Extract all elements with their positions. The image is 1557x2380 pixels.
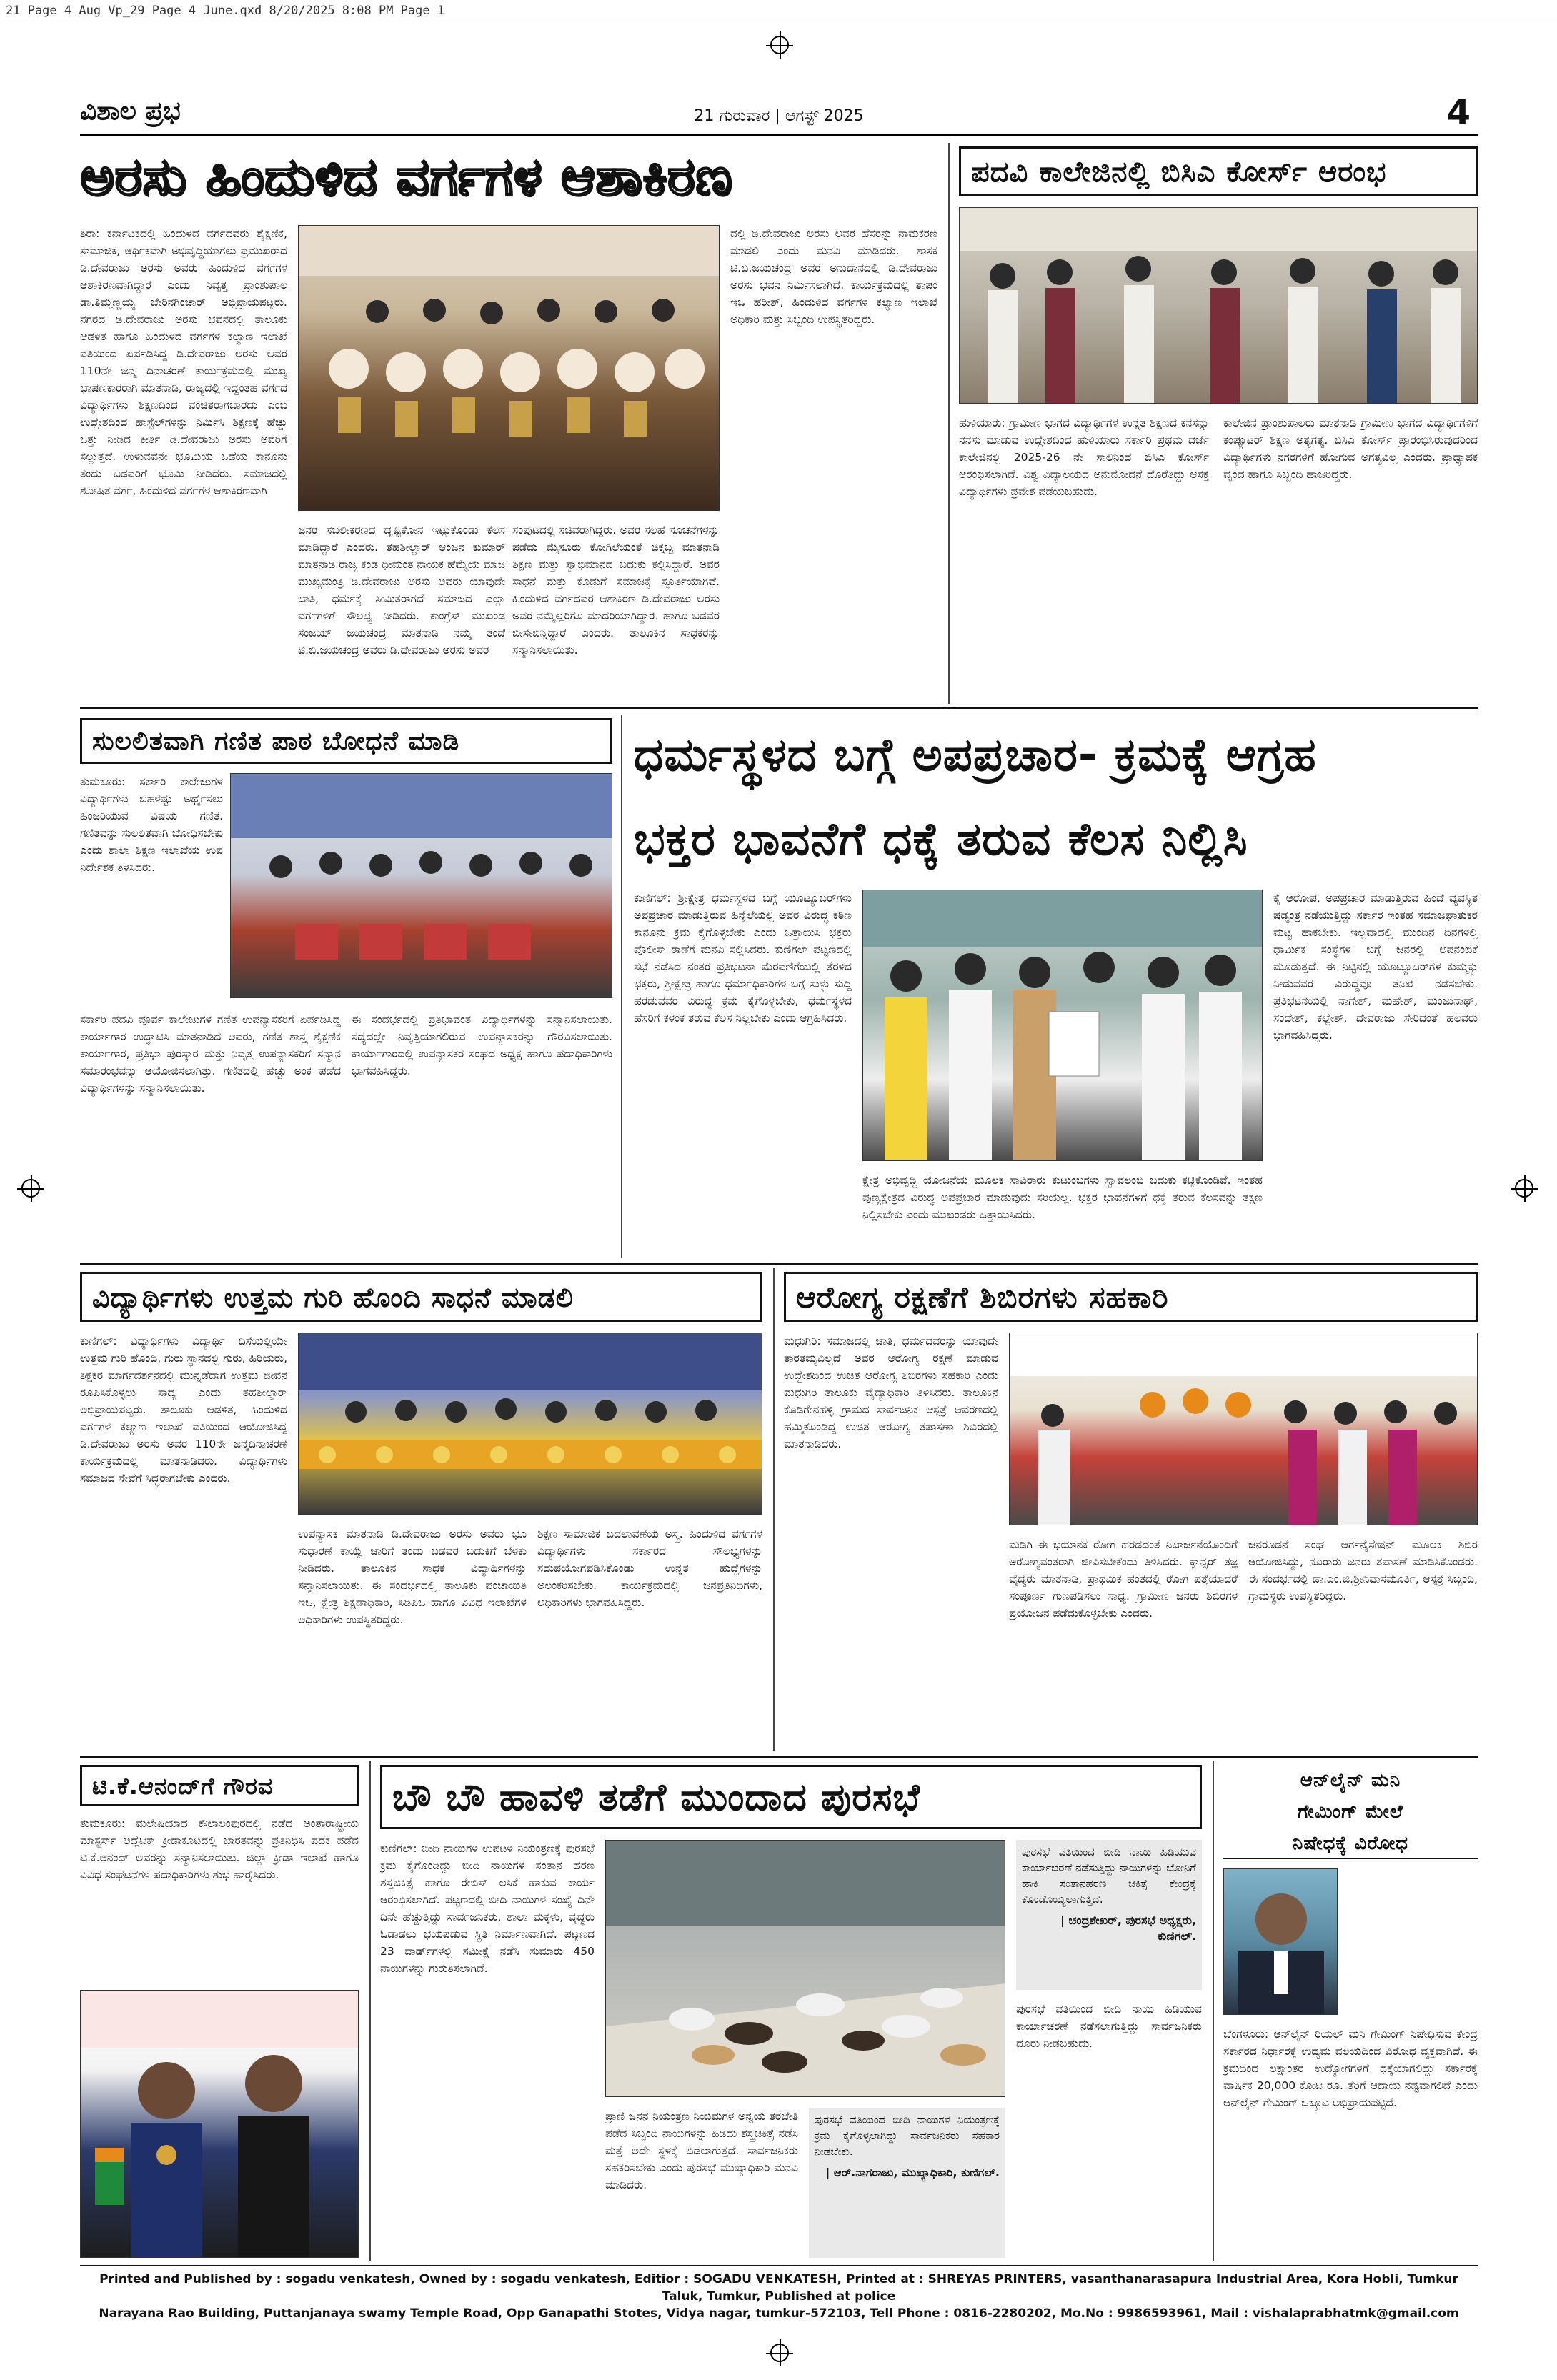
story2-col2: ಕಾಲೇಜಿನ ಪ್ರಾಂಶುಪಾಲರು ಮಾತನಾಡಿ ಗ್ರಾಮೀಣ ಭಾಗದ ವಿದ್ಯಾರ್ಥಿಗಳಿಗೆ ಕಂಪ್ಯೂಟರ್ ಶಿಕ್ಷಣ ಅತ್ಯಗತ್ಯ. ಬಿಸಿಎ ಕೋರ್ಸ್ ಪ್ರಾರಂಭಿಸಿರುವುದರಿಂದ ವಿದ್ಯಾರ್ಥಿಗಳು ನಗರಗಳಿಗೆ ಹೋಗುವ ಅಗತ್ಯವಿಲ್ಲ ಎಂದರು. ಪ್ರಾಧ್ಯಾಪಕ ವೃಂದ ಹಾಗೂ ಸಿಬ್ಬಂದಿ ಹಾಜರಿದ್ದರು. bbox=[1223, 417, 1478, 481]
story6-headline: ಆರೋಗ್ಯ ರಕ್ಷಣೆಗೆ ಶಿಬಿರಗಳು ಸಹಕಾರಿ bbox=[784, 1272, 1478, 1322]
story6-col1: ಮಧುಗಿರಿ: ಸಮಾಜದಲ್ಲಿ ಜಾತಿ, ಧರ್ಮದವರನ್ನು ಯಾವುದೇ ತಾರತಮ್ಯವಿಲ್ಲದೆ ಅವರ ಆರೋಗ್ಯ ರಕ್ಷಣೆ ಮಾಡುವ ಉದ್ದೇಶದಿಂದ ಉಚಿತ ಆರೋಗ್ಯ ಶಿಬಿರಗಳು ಸಹಕಾರಿ ಎಂದು ಮಧುಗಿರಿ ತಾಲೂಕು ವೈದ್ಯಾಧಿಕಾರಿ ತಿಳಿಸಿದರು. ತಾಲೂಕಿನ ಕೊಡಿಗೇನಹಳ್ಳಿ ಗ್ರಾಮದ ಸಾರ್ವಜನಿಕ ಆಸ್ಪತ್ರೆ ಆವರಣದಲ್ಲಿ ಹಮ್ಮಿಕೊಂಡಿದ್ದ ಉಚಿತ ಆರೋಗ್ಯ ತಪಾಸಣಾ ಶಿಬಿರದಲ್ಲಿ ಮಾತನಾಡಿದರು. bbox=[784, 1335, 998, 1450]
story4-headline-2: ಭಕ್ತರ ಭಾವನೆಗೆ ಧಕ್ಕೆ ತರುವ ಕೆಲಸ ನಿಲ್ಲಿಸಿ bbox=[634, 813, 1248, 866]
page-number: 4 bbox=[1446, 93, 1471, 133]
story8-quote-2-text: ಪುರಸಭೆ ವತಿಯಿಂದ ಬೀದಿ ನಾಯಿಗಳ ನಿಯಂತ್ರಣಕ್ಕೆ ಕ್ರಮ ಕೈಗೊಳ್ಳಲಾಗಿದ್ದು ಸಾರ್ವಜನಿಕರು ಸಹಕಾರ ನೀಡಬೇಕು. bbox=[815, 2113, 1000, 2158]
registration-mark-icon bbox=[1515, 1179, 1533, 1198]
story1-col2: ಜನರ ಸಬಲೀಕರಣದ ದೃಷ್ಟಿಕೋನ ಇಟ್ಟುಕೊಂಡು ಕೆಲಸ ಮಾಡಿದ್ದಾರೆ ಎಂದರು. ತಹಶೀಲ್ದಾರ್ ಆಂಜನ ಕುಮಾರ್ ಮಾತನಾಡಿ ರಾಜ್ಯ ಕಂಡ ಧೀಮಂತ ನಾಯಕ ಹೆಮ್ಮೆಯ ಮಾಜಿ ಮುಖ್ಯಮಂತ್ರಿ ಡಿ.ದೇವರಾಜು ಅರಸು ಅವರು ಯಾವುದೇ ಜಾತಿ, ಧರ್ಮಕ್ಕೆ ಸೀಮಿತರಾಗದೆ ಸಮಾಜದ ಎಲ್ಲಾ ವರ್ಗಗಳಿಗೆ ಸೌಲಭ್ಯ ನೀಡಿದರು. ಕಾಂಗ್ರೆಸ್ ಮುಖಂಡ ಸಂಜಯ್ ಜಯಚಂದ್ರ ಮಾತನಾಡಿ ನಮ್ಮ ತಂದೆ ಟಿ.ಬಿ.ಜಯಚಂದ್ರ ಅವರು ಡಿ.ದೇವರಾಜು ಅರಸು ಅವರ bbox=[298, 524, 505, 657]
imprint-line-2: Narayana Rao Building, Puttanjanaya swamy Temple Road, Opp Ganapathi Stotes, Vidya nagar, tumkur-572103, Tell Phone : 0816-2280202, Mo.No : 9986593961, Mail : vishalaprabhatmk@gmail.com bbox=[99, 2306, 1459, 2321]
section-divider bbox=[80, 1263, 1478, 1265]
column-divider bbox=[1213, 1761, 1214, 2261]
story5-col1: ಕುಣಿಗಲ್: ವಿದ್ಯಾರ್ಥಿಗಳು ವಿದ್ಯಾರ್ಥಿ ದಿಸೆಯಲ್ಲಿಯೇ ಉತ್ತಮ ಗುರಿ ಹೊಂದಿ, ಗುರು ಸ್ಥಾನದಲ್ಲಿ ಗುರು, ಹಿರಿಯರು, ಶಿಕ್ಷಕರ ಮಾರ್ಗದರ್ಶನದಲ್ಲಿ ಮುನ್ನಡೆದಾಗ ಉತ್ತಮ ಜೀವನ ರೂಪಿಸಿಕೊಳ್ಳಲು ಸಾಧ್ಯ ಎಂದು ತಹಶೀಲ್ದಾರ್ ಅಭಿಪ್ರಾಯಪಟ್ಟರು. ತಾಲೂಕು ಆಡಳಿತ, ಹಿಂದುಳಿದ ವರ್ಗಗಳ ಕಲ್ಯಾಣ ಇಲಾಖೆ ವತಿಯಿಂದ ಆಯೋಜಿಸಿದ್ದ ಡಿ.ದೇವರಾಜು ಅರಸು ಅವರ 110ನೇ ಜನ್ಮದಿನಾಚರಣೆ ಕಾರ್ಯಕ್ರಮದಲ್ಲಿ ಮಾತನಾಡಿದರು. ವಿದ್ಯಾರ್ಥಿಗಳು ಸಮಾಜದ ಸೇವೆಗೆ ಸಿದ್ಧರಾಗಬೇಕು ಎಂದರು. bbox=[80, 1335, 287, 1485]
story7-body: ತುಮಕೂರು: ಮಲೇಷಿಯಾದ ಕೌಲಾಲಂಪುರದಲ್ಲಿ ನಡೆದ ಅಂತಾರಾಷ್ಟ್ರೀಯ ಮಾಸ್ಟರ್ಸ್ ಅಥ್ಲೆಟಿಕ್ ಕ್ರೀಡಾಕೂಟದಲ್ಲಿ ಭಾರತವನ್ನು ಪ್ರತಿನಿಧಿಸಿ ಪದಕ ಪಡೆದ ಟಿ.ಕೆ.ಆನಂದ್ ಅವರನ್ನು ಸನ್ಮಾನಿಸಲಾಯಿತು. ಜಿಲ್ಲಾ ಕ್ರೀಡಾ ಇಲಾಖೆ ಹಾಗೂ ವಿವಿಧ ಸಂಘಟನೆಗಳ ಪದಾಧಿಕಾರಿಗಳು ಶುಭ ಹಾರೈಸಿದರು. bbox=[80, 1817, 359, 1881]
story7-photo bbox=[80, 1990, 359, 2258]
story8-quote-1 bbox=[1016, 1840, 1202, 1990]
story6-photo bbox=[1009, 1333, 1478, 1525]
print-slug: 21 Page 4 Aug Vp_29 Page 4 June.qxd 8/20/2025 8:08 PM Page 1 bbox=[0, 0, 1557, 21]
story4-col1: ಕುಣಿಗಲ್: ಶ್ರೀಕ್ಷೇತ್ರ ಧರ್ಮಸ್ಥಳದ ಬಗ್ಗೆ ಯೂಟ್ಯೂಬರ್‌ಗಳು ಅಪಪ್ರಚಾರ ಮಾಡುತ್ತಿರುವ ಹಿನ್ನೆಲೆಯಲ್ಲಿ ಅವರ ವಿರುದ್ಧ ಕಠಿಣ ಕಾನೂನು ಕ್ರಮ ಕೈಗೊಳ್ಳಬೇಕು ಎಂದು ಒತ್ತಾಯಿಸಿ ಭಕ್ತರು ಪೊಲೀಸ್ ಠಾಣೆಗೆ ಮನವಿ ಸಲ್ಲಿಸಿದರು. ಕುಣಿಗಲ್ ಪಟ್ಟಣದಲ್ಲಿ ಸಭೆ ನಡೆಸಿದ ನಂತರ ಪ್ರತಿಭಟನಾ ಮೆರವಣಿಗೆಯಲ್ಲಿ ತೆರಳಿದ ಭಕ್ತರು, ಶ್ರೀಕ್ಷೇತ್ರ ಹಾಗೂ ಧರ್ಮಾಧಿಕಾರಿಗಳ ಬಗ್ಗೆ ಸುಳ್ಳು ಸುದ್ದಿ ಹರಡುವವರ ವಿರುದ್ಧ ಕ್ರಮ ಕೈಗೊಳ್ಳಬೇಕು, ಧರ್ಮಸ್ಥಳದ ಹೆಸರಿಗೆ ಕಳಂಕ ತರುವ ಕೆಲಸ ನಿಲ್ಲಬೇಕು ಎಂದು ಆಗ್ರಹಿಸಿದರು. bbox=[634, 892, 852, 1025]
story5-col2: ಉಪನ್ಯಾಸಕ ಮಾತನಾಡಿ ಡಿ.ದೇವರಾಜು ಅರಸು ಅವರು ಭೂ ಸುಧಾರಣೆ ಕಾಯ್ದೆ ಜಾರಿಗೆ ತಂದು ಬಡವರ ಬದುಕಿಗೆ ಬೆಳಕು ನೀಡಿದರು. ತಾಲೂಕಿನ ಸಾಧಕ ವಿದ್ಯಾರ್ಥಿಗಳನ್ನು ಸನ್ಮಾನಿಸಲಾಯಿತು. ಈ ಸಂದರ್ಭದಲ್ಲಿ ತಾಲೂಕು ಪಂಚಾಯಿತಿ ಇಒ, ಕ್ಷೇತ್ರ ಶಿಕ್ಷಣಾಧಿಕಾರಿ, ಸಿಡಿಪಿಒ ಹಾಗೂ ವಿವಿಧ ಇಲಾಖೆಗಳ ಅಧಿಕಾರಿಗಳು ಉಪಸ್ಥಿತರಿದ್ದರು. bbox=[298, 1528, 527, 1626]
imprint-footer bbox=[80, 2265, 1478, 2322]
masthead bbox=[80, 93, 1478, 136]
story4-photo bbox=[862, 890, 1263, 1161]
story3-headline: ಸುಲಲಿತವಾಗಿ ಗಣಿತ ಪಾಠ ಬೋಧನೆ ಮಾಡಿ bbox=[80, 718, 612, 764]
column-divider bbox=[948, 143, 950, 704]
story1-col3: ಸಂಪುಟದಲ್ಲಿ ಸಚಿವರಾಗಿದ್ದರು. ಅವರ ಸಲಹೆ ಸೂಚನೆಗಳನ್ನು ಪಡೆದು ಮೈಸೂರು ಕೋಗಿಲೆಯಂತೆ ಚಿಕ್ಕಬ್ಬ ಮಾತನಾಡಿ ಶಿಕ್ಷಣ ಮತ್ತು ಸ್ವಾಭಿಮಾನದ ಬದುಕು ಕಲ್ಪಿಸಿದ್ದಾರೆ. ಅವರ ಸಾಧನೆ ಮತ್ತು ಕೊಡುಗೆ ಸಮಾಜಕ್ಕೆ ಸ್ಫೂರ್ತಿಯಾಗಿವೆ. ಹಿಂದುಳಿದ ವರ್ಗದವರ ಆಶಾಕಿರಣ ಡಿ.ದೇವರಾಜು ಅರಸು ಅವರ ನಮ್ಮೆಲ್ಲರಿಗೂ ಮಾದರಿಯಾಗಿದ್ದಾರೆ. ಹಾಗೂ ಬಡವರ ಬೀಸೇಬಿನ್ನಿದ್ದಾರೆ ಎಂದರು. ತಾಲೂಕಿನ ಸಾಧಕರನ್ನು ಸನ್ಮಾನಿಸಲಾಯಿತು. bbox=[512, 524, 720, 657]
story9-body: ಬೆಂಗಳೂರು: ಆನ್‌ಲೈನ್ ರಿಯಲ್ ಮನಿ ಗೇಮಿಂಗ್ ನಿಷೇಧಿಸುವ ಕೇಂದ್ರ ಸರ್ಕಾರದ ನಿರ್ಧಾರಕ್ಕೆ ಉದ್ಯಮ ವಲಯದಿಂದ ವಿರೋಧ ವ್ಯಕ್ತವಾಗಿದೆ. ಈ ಕ್ರಮದಿಂದ ಲಕ್ಷಾಂತರ ಉದ್ಯೋಗಗಳಿಗೆ ಧಕ್ಕೆಯಾಗಲಿದ್ದು ಸರ್ಕಾರಕ್ಕೆ ವಾರ್ಷಿಕ 20,000 ಕೋಟಿ ರೂ. ತೆರಿಗೆ ಆದಾಯ ನಷ್ಟವಾಗಲಿದೆ ಎಂದು ಆನ್‌ಲೈನ್ ಗೇಮಿಂಗ್ ಒಕ್ಕೂಟ ಅಭಿಪ್ರಾಯಪಟ್ಟಿದೆ. bbox=[1223, 2028, 1478, 2109]
story6-col2: ಮಡಿಗಿ ಈ ಭಯಾನಕ ರೋಗ ಹರಡದಂತೆ ನಿಜಾರ್ಜನೆಯೊಂದಿಗೆ ಅರೋಗ್ಯವಂತರಾಗಿ ಜೀವಿಸಬೇಕೆಂದು ತಿಳಿಸಿದರು. ಕ್ಯಾನ್ಸರ್ ತಜ್ಞ ವೈದ್ಯರು ಮಾತನಾಡಿ, ಪ್ರಾಥಮಿಕ ಹಂತದಲ್ಲಿ ರೋಗ ಪತ್ತೆಯಾದರೆ ಸಂಪೂರ್ಣ ಗುಣಪಡಿಸಲು ಸಾಧ್ಯ. ಗ್ರಾಮೀಣ ಜನರು ಶಿಬಿರಗಳ ಪ್ರಯೋಜನ ಪಡೆದುಕೊಳ್ಳಬೇಕು ಎಂದರು. bbox=[1009, 1538, 1238, 1620]
story8-quote-2 bbox=[809, 2108, 1005, 2258]
story8-photo bbox=[605, 1840, 1005, 2097]
newspaper-page bbox=[80, 86, 1478, 2321]
story9-headline-2: ಗೇಮಿಂಗ್ ಮೇಲೆ bbox=[1298, 1801, 1403, 1823]
story3-col2: ಈ ಸಂದರ್ಭದಲ್ಲಿ ಪ್ರತಿಭಾವಂತ ವಿದ್ಯಾರ್ಥಿಗಳನ್ನು ಸನ್ಮಾನಿಸಲಾಯಿತು. ಸದ್ಯದಲ್ಲೇ ನಿವೃತ್ತಿಯಾಗಲಿರುವ ಉಪನ್ಯಾಸಕರನ್ನು ಗೌರವಿಸಲಾಯಿತು. ಕಾರ್ಯಾಗಾರದಲ್ಲಿ ಉಪನ್ಯಾಸಕರ ಸಂಘದ ಅಧ್ಯಕ್ಷ ಹಾಗೂ ಪದಾಧಿಕಾರಿಗಳು ಭಾಗವಹಿಸಿದ್ದರು. bbox=[352, 1013, 612, 1077]
story8-col3: ಪುರಸಭೆ ವತಿಯಿಂದ ಬೀದಿ ನಾಯಿ ಹಿಡಿಯುವ ಕಾರ್ಯಾಚರಣೆ ನಡೆಸಲಾಗುತ್ತಿದ್ದು ಸಾರ್ವಜನಿಕರು ದೂರು ನೀಡಬಹುದು. bbox=[1016, 2003, 1202, 2050]
masthead-date: 21 ಗುರುವಾರ | ಆಗಸ್ಟ್ 2025 bbox=[694, 107, 864, 125]
story2-col1: ಹುಳಿಯಾರು: ಗ್ರಾಮೀಣ ಭಾಗದ ವಿದ್ಯಾರ್ಥಿಗಳ ಉನ್ನತ ಶಿಕ್ಷಣದ ಕನಸನ್ನು ನನಸು ಮಾಡುವ ಉದ್ದೇಶದಿಂದ ಹುಳಿಯಾರು ಸರ್ಕಾರಿ ಪ್ರಥಮ ದರ್ಜೆ ಕಾಲೇಜಿನಲ್ಲಿ 2025-26 ನೇ ಸಾಲಿನಿಂದ ಬಿಸಿಎ ಕೋರ್ಸ್ ಆರಂಭಿಸಲಾಗಿದೆ. ವಿಶ್ವ ವಿದ್ಯಾಲಯದ ಅನುಮೋದನೆ ದೊರೆತಿದ್ದು ಆಸಕ್ತ ವಿದ್ಯಾರ್ಥಿಗಳು ಪ್ರವೇಶ ಪಡೆಯಬಹುದು. bbox=[959, 417, 1209, 498]
story4-headline-1: ಧರ್ಮಸ್ಥಳದ ಬಗ್ಗೆ ಅಪಪ್ರಚಾರ- ಕ್ರಮಕ್ಕೆ ಆಗ್ರಹ bbox=[634, 729, 1317, 782]
story6-col3: ಜನರೂಡನೆ ಸಂಘ ಆರ್ಗನೈಸೇಷನ್ ಮೂಲಕ ಶಿಬಿರ ಆಯೋಜಿಸಿದ್ದು, ನೂರಾರು ಜನರು ತಪಾಸಣೆ ಮಾಡಿಸಿಕೊಂಡರು. ಈ ಸಂದರ್ಭದಲ್ಲಿ ಡಾ.ಎಂ.ಜಿ.ಶ್ರೀನಿವಾಸಮೂರ್ತಿ, ಆಸ್ಪತ್ರೆ ಸಿಬ್ಬಂದಿ, ಗ್ರಾಮಸ್ಥರು ಉಪಸ್ಥಿತರಿದ್ದರು. bbox=[1248, 1538, 1478, 1603]
story8-quote-1-text: ಪುರಸಭೆ ವತಿಯಿಂದ ಬೀದಿ ನಾಯಿ ಹಿಡಿಯುವ ಕಾರ್ಯಾಚರಣೆ ನಡೆಸುತ್ತಿದ್ದು ನಾಯಿಗಳನ್ನು ಬೋನಿಗೆ ಹಾಕಿ ಸಂತಾನಹರಣ ಚಿಕಿತ್ಸೆ ಕೇಂದ್ರಕ್ಕೆ ಕೊಂಡೊಯ್ಯಲಾಗುತ್ತಿದೆ. bbox=[1022, 1846, 1196, 1906]
registration-mark-icon bbox=[770, 36, 789, 54]
story3-photo bbox=[230, 773, 612, 998]
section-divider bbox=[80, 707, 1478, 709]
story3-col-narrow: ತುಮಕೂರು: ಸರ್ಕಾರಿ ಕಾಲೇಜುಗಳ ವಿದ್ಯಾರ್ಥಿಗಳು ಬಹಳಷ್ಟು ಅರ್ಥೈಸಲು ಹಿಂಜರಿಯುವ ವಿಷಯ ಗಣಿತ. ಗಣಿತವನ್ನು ಸುಲಲಿತವಾಗಿ ಬೋಧಿಸಬೇಕು ಎಂದು ಶಾಲಾ ಶಿಕ್ಷಣ ಇಲಾಖೆಯ ಉಪ ನಿರ್ದೇಶಕ ತಿಳಿಸಿದರು. bbox=[80, 775, 223, 874]
story2-headline: ಪದವಿ ಕಾಲೇಜಿನಲ್ಲಿ ಬಿಸಿಎ ಕೋರ್ಸ್ ಆರಂಭ bbox=[959, 146, 1478, 196]
column-divider bbox=[773, 1268, 775, 1751]
story9-headline-3: ನಿಷೇಧಕ್ಕೆ ವಿರೋಧ bbox=[1223, 1828, 1478, 1859]
registration-mark-icon bbox=[21, 1179, 40, 1198]
story5-photo bbox=[298, 1333, 762, 1515]
story4-col2: ಕ್ಷೇತ್ರ ಅಭಿವೃದ್ಧಿ ಯೋಜನೆಯ ಮೂಲಕ ಸಾವಿರಾರು ಕುಟುಂಬಗಳು ಸ್ವಾವಲಂಬಿ ಬದುಕು ಕಟ್ಟಿಕೊಂಡಿವೆ. ಇಂತಹ ಪುಣ್ಯಕ್ಷೇತ್ರದ ವಿರುದ್ಧ ಅಪಪ್ರಚಾರ ಮಾಡುವುದು ಸರಿಯಲ್ಲ. ಭಕ್ತರ ಭಾವನೆಗಳಿಗೆ ಧಕ್ಕೆ ತರುವ ಕೆಲಸವನ್ನು ತಕ್ಷಣ ನಿಲ್ಲಿಸಬೇಕು ಎಂದು ಮುಖಂಡರು ಒತ್ತಾಯಿಸಿದರು. bbox=[862, 1174, 1263, 1221]
story2-photo bbox=[959, 207, 1478, 404]
imprint-line-1: Printed and Published by : sogadu venkatesh, Owned by : sogadu venkatesh, Editior : SOGADU VENKATESH, Printed at : SHREYAS PRINTERS, vasanthanarasapura Industrial Area, Kora Hobli, Tumkur Taluk, Tumkur, Published at police bbox=[99, 2272, 1458, 2304]
column-divider bbox=[369, 1761, 371, 2261]
masthead-name: ವಿಶಾಲ ಪ್ರಭ bbox=[80, 96, 181, 126]
story7-headline: ಟಿ.ಕೆ.ಆನಂದ್‌ಗೆ ಗೌರವ bbox=[80, 1765, 359, 1806]
story5-headline: ವಿದ್ಯಾರ್ಥಿಗಳು ಉತ್ತಮ ಗುರಿ ಹೊಂದಿ ಸಾಧನೆ ಮಾಡಲಿ bbox=[80, 1272, 762, 1322]
story1-headline: ಅರಸು ಹಿಂದುಳಿದ ವರ್ಗಗಳ ಆಶಾಕಿರಣ bbox=[80, 146, 733, 206]
story8-col1: ಕುಣಿಗಲ್: ಬೀದಿ ನಾಯಿಗಳ ಉಪಟಳ ನಿಯಂತ್ರಣಕ್ಕೆ ಪುರಸಭೆ ಕ್ರಮ ಕೈಗೊಂಡಿದ್ದು ಬೀದಿ ನಾಯಿಗಳ ಸಂತಾನ ಹರಣ ಶಸ್ತ್ರಚಿಕಿತ್ಸೆ ಹಾಗೂ ರೇಬಿಸ್ ಲಸಿಕೆ ಹಾಕುವ ಕಾರ್ಯ ಆರಂಭಿಸಲಾಗಿದೆ. ಪಟ್ಟಣದಲ್ಲಿ ಬೀದಿ ನಾಯಿಗಳ ಸಂಖ್ಯೆ ದಿನೇ ದಿನೇ ಹೆಚ್ಚುತ್ತಿದ್ದು ಸಾರ್ವಜನಿಕರು, ಶಾಲಾ ಮಕ್ಕಳು, ವೃದ್ಧರು ಓಡಾಡಲು ಭಯಪಡುವ ಸ್ಥಿತಿ ನಿರ್ಮಾಣವಾಗಿದೆ. ಪಟ್ಟಣದ 23 ವಾರ್ಡ್‌ಗಳಲ್ಲಿ ಸಮೀಕ್ಷೆ ನಡೆಸಿ ಸುಮಾರು 450 ನಾಯಿಗಳನ್ನು ಗುರುತಿಸಲಾಗಿದೆ. bbox=[380, 1842, 595, 1975]
registration-mark-icon bbox=[770, 2344, 789, 2362]
story1-col4: ದಲ್ಲಿ ಡಿ.ದೇವರಾಜು ಅರಸು ಅವರ ಹೆಸರನ್ನು ನಾಮಕರಣ ಮಾಡಲಿ ಎಂದು ಮನವಿ ಮಾಡಿದರು. ಶಾಸಕ ಟಿ.ಬಿ.ಜಯಚಂದ್ರ ಅವರ ಅನುದಾನದಲ್ಲಿ ಡಿ.ದೇವರಾಜು ಅರಸು ಭವನ ನಿರ್ಮಿಸಲಾಗಿದೆ. ಕಾರ್ಯಕ್ರಮದಲ್ಲಿ ತಾಪಂ ಇಒ ಹರೀಶ್, ಹಿಂದುಳಿದ ವರ್ಗಗಳ ಕಲ್ಯಾಣ ಇಲಾಖೆ ಅಧಿಕಾರಿ ಮತ್ತು ಸಿಬ್ಬಂದಿ ಉಪಸ್ಥಿತರಿದ್ದರು. bbox=[730, 227, 937, 326]
column-divider bbox=[621, 715, 622, 1258]
story1-col1: ಶಿರಾ: ಕರ್ನಾಟಕದಲ್ಲಿ ಹಿಂದುಳಿದ ವರ್ಗದವರು ಶೈಕ್ಷಣಿಕ, ಸಾಮಾಜಿಕ, ಆರ್ಥಿಕವಾಗಿ ಅಭಿವೃದ್ಧಿಯಾಗಲು ಪ್ರಮುಖರಾದ ಡಿ.ದೇವರಾಜು ಅರಸು ಅವರು ಹಿಂದುಳಿದ ವರ್ಗಗಳ ಆಶಾಕಿರಣವಾಗಿದ್ದಾರೆ ಎಂದು ನಿವೃತ್ತ ಪ್ರಾಂಶುಪಾಲ ಡಾ.ತಿಮ್ಮಣ್ಣಯ್ಯ ಬೇರಿನಗಿಂಚಾರ್ ಅಭಿಪ್ರಾಯಪಟ್ಟರು. ನಗರದ ಡಿ.ದೇವರಾಜು ಅರಸು ಭವನದಲ್ಲಿ ತಾಲೂಕು ಆಡಳಿತ ಹಾಗೂ ಹಿಂದುಳಿದ ವರ್ಗಗಳ ಕಲ್ಯಾಣ ಇಲಾಖೆ ವತಿಯಿಂದ ಏರ್ಪಡಿಸಿದ್ದ ಡಿ.ದೇವರಾಜು ಅರಸು ಅವರ 110ನೇ ಜನ್ಮ ದಿನಾಚರಣೆ ಕಾರ್ಯಕ್ರಮದಲ್ಲಿ ಮುಖ್ಯ ಭಾಷಣಕಾರರಾಗಿ ಮಾತನಾಡಿ, ರಾಜ್ಯದಲ್ಲಿ ಇದ್ದಂತಹ ವರ್ಗದ ವಿದ್ಯಾರ್ಥಿಗಳು ಶಿಕ್ಷಣದಿಂದ ವಂಚಿತರಾಗಬಾರದು ಎಂಬ ಉದ್ದೇಶದಿಂದ ಹಾಸ್ಟೆಲ್‌ಗಳನ್ನು ನಿರ್ಮಿಸಿ ಶಿಕ್ಷಣಕ್ಕೆ ಹೆಚ್ಚು ಒತ್ತು ನೀಡಿದ ಕೀರ್ತಿ ಡಿ.ದೇವರಾಜು ಅರಸು ಅವರಿಗೆ ಸಲ್ಲುತ್ತದೆ. ಉಳುವವನೇ ಭೂಮಿಯ ಒಡೆಯ ಕಾನೂನು ತಂದು ಬಡವರಿಗೆ ಭೂಮಿ ನೀಡಿದರು. ಸಮಾಜದಲ್ಲಿ ಶೋಷಿತ ವರ್ಗ, ಹಿಂದುಳಿದ ವರ್ಗಗಳ ಆಶಾಕಿರಣವಾಗಿ bbox=[80, 227, 287, 497]
story9-photo bbox=[1223, 1868, 1338, 2015]
section-divider bbox=[80, 1756, 1478, 1758]
story8-col2: ಪ್ರಾಣಿ ಜನನ ನಿಯಂತ್ರಣ ನಿಯಮಗಳ ಅನ್ವಯ ತರಬೇತಿ ಪಡೆದ ಸಿಬ್ಬಂದಿ ನಾಯಿಗಳನ್ನು ಹಿಡಿದು ಶಸ್ತ್ರಚಿಕಿತ್ಸೆ ನಡೆಸಿ ಮತ್ತೆ ಅದೇ ಸ್ಥಳಕ್ಕೆ ಬಿಡಲಾಗುತ್ತದೆ. ಸಾರ್ವಜನಿಕರು ಸಹಕರಿಸಬೇಕು ಎಂದು ಪುರಸಭೆ ಮುಖ್ಯಾಧಿಕಾರಿ ಮನವಿ ಮಾಡಿದರು. bbox=[605, 2110, 798, 2191]
story3-col1: ಸರ್ಕಾರಿ ಪದವಿ ಪೂರ್ವ ಕಾಲೇಜುಗಳ ಗಣಿತ ಉಪನ್ಯಾಸಕರಿಗೆ ಏರ್ಪಡಿಸಿದ್ದ ಕಾರ್ಯಾಗಾರ ಉದ್ಘಾಟಿಸಿ ಮಾತನಾಡಿದ ಅವರು, ಗಣಿತ ಶಾಸ್ತ್ರ ಶೈಕ್ಷಣಿಕ ಕಾರ್ಯಾಗಾರ, ಪ್ರತಿಭಾ ಪುರಸ್ಕಾರ ಮತ್ತು ನಿವೃತ್ತ ಉಪನ್ಯಾಸಕರಿಗೆ ಸನ್ಮಾನ ಸಮಾರಂಭವನ್ನು ಆಯೋಜಿಸಲಾಗಿತ್ತು. ಗಣಿತದಲ್ಲಿ ಹೆಚ್ಚು ಅಂಕ ಪಡೆದ ವಿದ್ಯಾರ್ಥಿಗಳನ್ನು ಸನ್ಮಾನಿಸಲಾಯಿತು. bbox=[80, 1013, 341, 1095]
story8-headline: ಬೌ ಬೌ ಹಾವಳಿ ತಡೆಗೆ ಮುಂದಾದ ಪುರಸಭೆ bbox=[380, 1765, 1202, 1829]
story1-photo bbox=[298, 225, 720, 511]
story8-quote-2-byline: | ಆರ್.ನಾಗರಾಜು, ಮುಖ್ಯಾಧಿಕಾರಿ, ಕುಣಿಗಲ್. bbox=[825, 2166, 1000, 2179]
story9-headline-1: ಆನ್‌ಲೈನ್ ಮನಿ bbox=[1300, 1770, 1401, 1791]
story5-col3: ಶಿಕ್ಷಣ ಸಾಮಾಜಿಕ ಬದಲಾವಣೆಯ ಅಸ್ತ್ರ. ಹಿಂದುಳಿದ ವರ್ಗಗಳ ವಿದ್ಯಾರ್ಥಿಗಳು ಸರ್ಕಾರದ ಸೌಲಭ್ಯಗಳನ್ನು ಸದುಪಯೋಗಪಡಿಸಿಕೊಂಡು ಉನ್ನತ ಹುದ್ದೆಗಳನ್ನು ಅಲಂಕರಿಸಬೇಕು. ಕಾರ್ಯಕ್ರಮದಲ್ಲಿ ಜನಪ್ರತಿನಿಧಿಗಳು, ಅಧಿಕಾರಿಗಳು ಭಾಗವಹಿಸಿದ್ದರು. bbox=[537, 1528, 762, 1609]
story8-quote-1-byline: | ಚಂದ್ರಶೇಖರ್, ಪುರಸಭೆ ಅಧ್ಯಕ್ಷರು, ಕುಣಿಗಲ್. bbox=[1060, 1913, 1196, 1943]
story4-col3: ಕೈ ಆರೋಪ, ಅಪಪ್ರಚಾರ ಮಾಡುತ್ತಿರುವ ಹಿಂದೆ ವ್ಯವಸ್ಥಿತ ಷಡ್ಯಂತ್ರ ನಡೆಯುತ್ತಿದ್ದು ಸರ್ಕಾರ ಇಂತಹ ಸಮಾಜಘಾತುಕರ ಮಟ್ಟ ಹಾಕಬೇಕು. ಇಲ್ಲವಾದಲ್ಲಿ ಮುಂದಿನ ದಿನಗಳಲ್ಲಿ ಧಾರ್ಮಿಕ ಸಂಸ್ಥೆಗಳ ಬಗ್ಗೆ ಜನರಲ್ಲಿ ಅಪನಂಬಿಕೆ ಮೂಡುತ್ತದೆ. ಈ ನಿಟ್ಟಿನಲ್ಲಿ ಯೂಟ್ಯೂಬರ್‌ಗಳ ಕುಮ್ಮಕ್ಕು ನೀಡುವವರ ವಿರುದ್ಧವೂ ತನಿಖೆ ನಡೆಸಬೇಕು. ಪ್ರತಿಭಟನೆಯಲ್ಲಿ ನಾಗೇಶ್, ಮಹೇಶ್, ಮಂಜುನಾಥ್, ಸಂದೇಶ್, ಕಲ್ಲೇಶ್, ದೇವರಾಜು ಸೇರಿದಂತೆ ಹಲವರು ಭಾಗವಹಿಸಿದ್ದರು. bbox=[1273, 892, 1478, 1042]
